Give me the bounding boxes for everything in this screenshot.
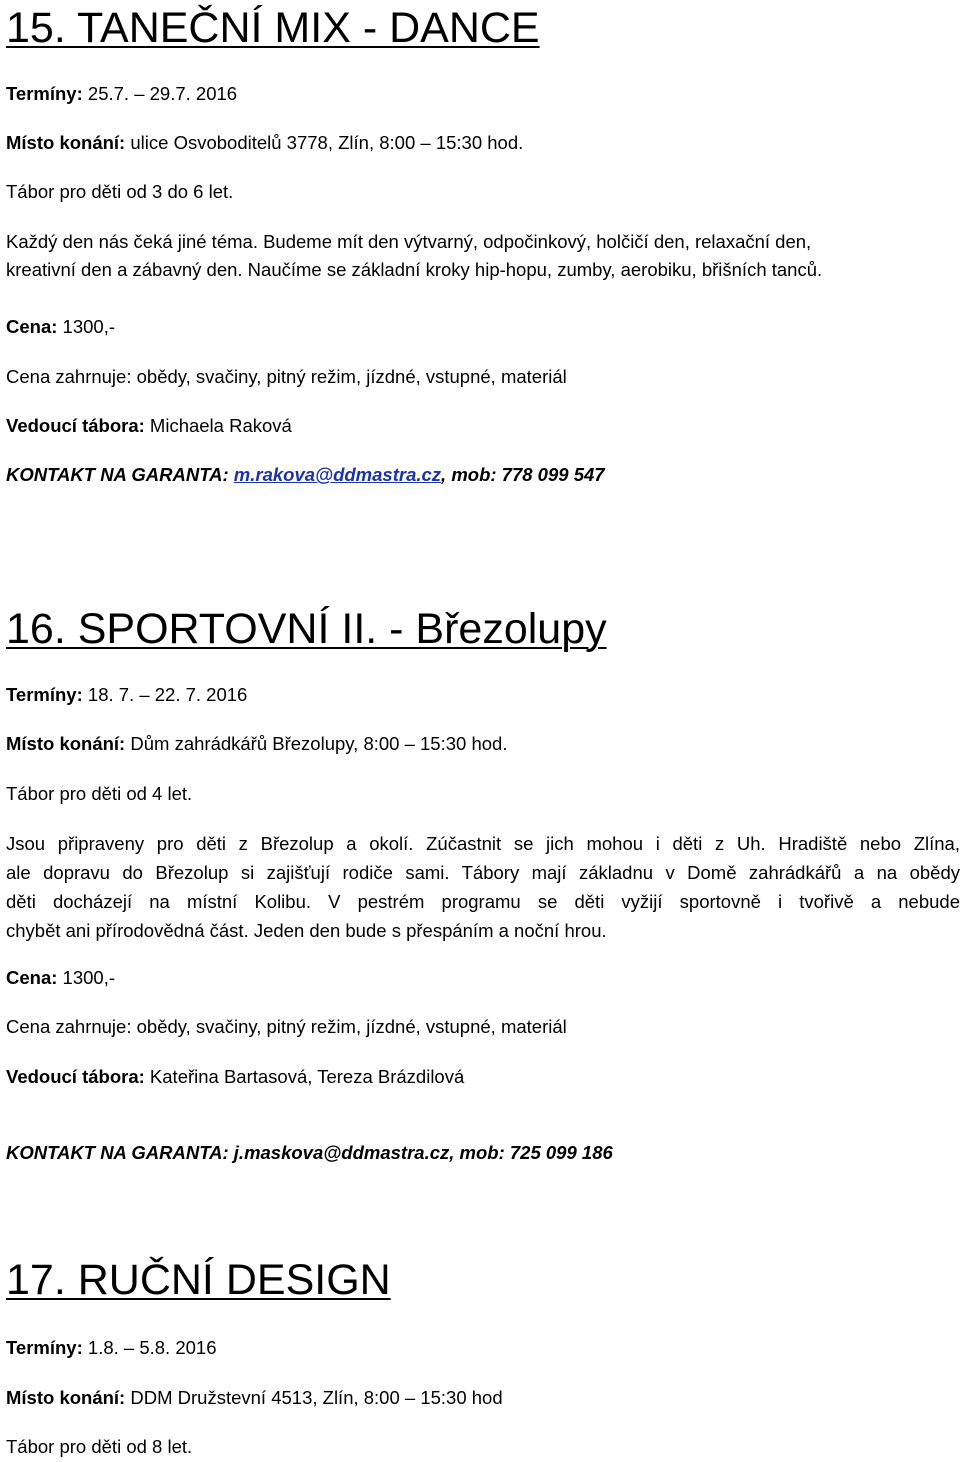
- s15-kontakt-mob: , mob: 778 099 547: [441, 464, 605, 485]
- s15-vedouci: [6, 415, 292, 437]
- s16-desc-line-1: Jsou připraveny pro děti z Březolup a okolí. Zúčastnit se jich mohou i děti z Uh. Hradiště nebo Zlína,: [6, 833, 960, 854]
- s15-tabor: Tábor pro děti od 3 do 6 let.: [6, 181, 234, 202]
- s15-vedouci-value: Michaela Raková: [149, 415, 292, 436]
- s16-terminy-label: Termíny:: [6, 684, 83, 705]
- s17-misto-label: Místo konání:: [6, 1387, 126, 1408]
- s15-kontakt-email-link[interactable]: m.rakova@ddmastra.cz: [233, 464, 442, 485]
- s16-zahrnuje: Cena zahrnuje: obědy, svačiny, pitný režim, jízdné, vstupné, materiál: [6, 1016, 567, 1037]
- s16-vedouci: [6, 1066, 464, 1088]
- s16-desc-line-2: ale dopravu do Březolup si zajišťují rodiče sami. Tábory mají základnu v Domě zahrádkářů a na obědy: [6, 862, 960, 883]
- s17-terminy-value: 1.8. – 5.8. 2016: [87, 1337, 217, 1358]
- s16-vedouci-value: Kateřina Bartasová, Tereza Brázdilová: [149, 1066, 465, 1087]
- s16-desc-line-4: chybět ani přírodovědná část. Jeden den bude s přespáním a noční hrou.: [6, 920, 607, 941]
- s15-misto-value: ulice Osvoboditelů 3778, Zlín, 8:00 – 15:30 hod.: [130, 132, 524, 153]
- s16-tabor: Tábor pro děti od 4 let.: [6, 783, 193, 804]
- s17-terminy-label: Termíny:: [6, 1337, 83, 1358]
- s16-terminy: [6, 684, 247, 706]
- s16-misto: [6, 733, 507, 755]
- s17-terminy: [6, 1337, 217, 1359]
- s15-misto-label: Místo konání:: [6, 132, 126, 153]
- s15-terminy: [6, 83, 237, 105]
- s15-cena-value: 1300,-: [62, 316, 116, 337]
- section-17-title: 17. RUČNÍ DESIGN: [6, 1256, 391, 1304]
- section-16-title: 16. SPORTOVNÍ II. - Březolupy: [6, 605, 607, 653]
- s16-description: [6, 829, 960, 945]
- s15-cena-label: Cena:: [6, 316, 58, 337]
- s15-terminy-value: 25.7. – 29.7. 2016: [87, 83, 238, 104]
- s15-desc-line-1: Každý den nás čeká jiné téma. Budeme mít den výtvarný, odpočinkový, holčičí den, relaxační den,: [6, 231, 812, 252]
- s15-vedouci-label: Vedoucí tábora:: [6, 415, 145, 436]
- s16-terminy-value: 18. 7. – 22. 7. 2016: [87, 684, 248, 705]
- s16-desc-line-3: děti docházejí na místní Kolibu. V pestrém programu se děti vyžijí sportovně i tvořivě a nebude: [6, 891, 960, 912]
- s15-zahrnuje: Cena zahrnuje: obědy, svačiny, pitný režim, jízdné, vstupné, materiál: [6, 366, 567, 387]
- s15-kontakt-label: KONTAKT NA GARANTA:: [6, 464, 229, 485]
- s17-tabor: Tábor pro děti od 8 let.: [6, 1436, 193, 1457]
- s16-misto-value: Dům zahrádkářů Březolupy, 8:00 – 15:30 hod.: [130, 733, 508, 754]
- s17-misto: [6, 1387, 503, 1409]
- s16-cena: [6, 967, 115, 989]
- s16-vedouci-label: Vedoucí tábora:: [6, 1066, 145, 1087]
- s17-misto-value: DDM Družstevní 4513, Zlín, 8:00 – 15:30 hod: [130, 1387, 503, 1408]
- s15-misto: [6, 132, 523, 154]
- s16-cena-label: Cena:: [6, 967, 58, 988]
- s15-kontakt: [6, 464, 605, 486]
- s15-desc-line-2: kreativní den a zábavný den. Naučíme se základní kroky hip-hopu, zumby, aerobiku, břišních tanců.: [6, 259, 823, 280]
- s15-cena: [6, 316, 115, 338]
- s16-misto-label: Místo konání:: [6, 733, 126, 754]
- s16-kontakt: KONTAKT NA GARANTA: j.maskova@ddmastra.cz, mob: 725 099 186: [6, 1142, 613, 1163]
- s16-cena-value: 1300,-: [62, 967, 116, 988]
- section-15-title: 15. TANEČNÍ MIX - DANCE: [6, 4, 540, 52]
- s15-terminy-label: Termíny:: [6, 83, 83, 104]
